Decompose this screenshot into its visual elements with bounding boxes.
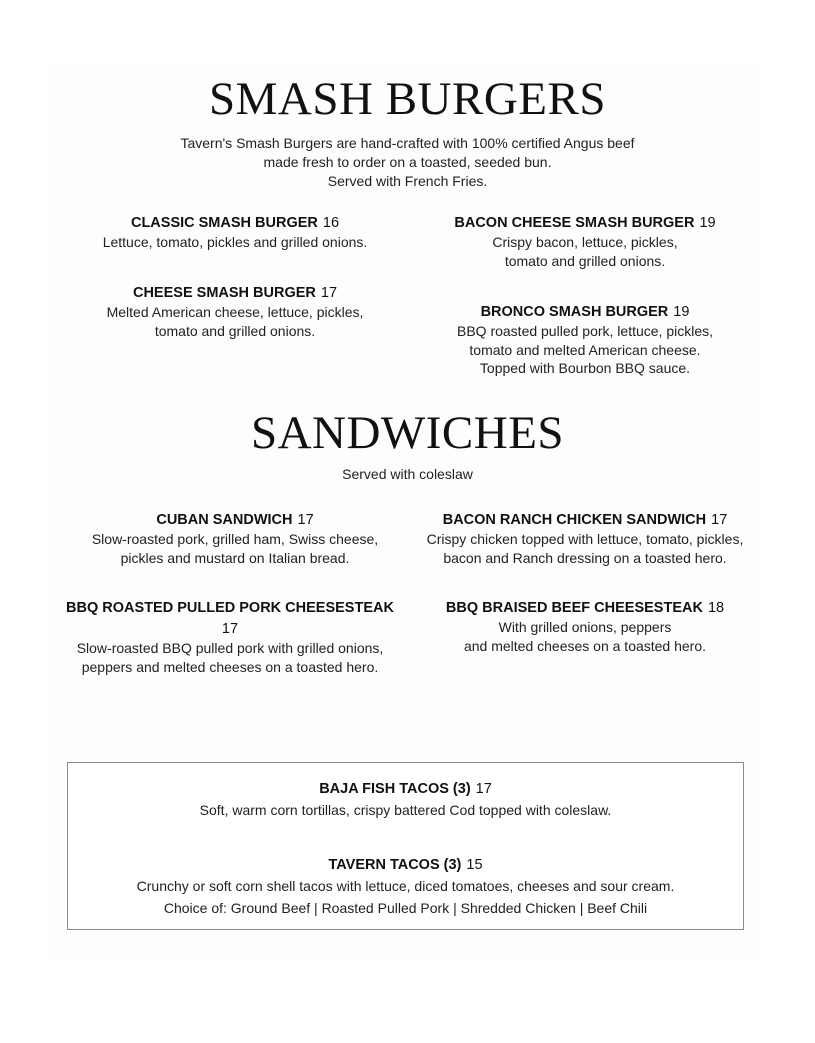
item-name: CLASSIC SMASH BURGER bbox=[130, 215, 318, 231]
item-description: tomato and grilled onions. bbox=[504, 252, 666, 269]
item-description: Soft, warm corn tortillas, crispy battered Cod topped with coleslaw. bbox=[199, 802, 612, 818]
menu-item-bronco-smash-burger bbox=[415, 301, 755, 378]
item-name: CHEESE SMASH BURGER bbox=[132, 285, 316, 301]
item-description: Lettuce, tomato, pickles and grilled onions. bbox=[102, 234, 368, 250]
item-description: Crunchy or soft corn shell tacos with lettuce, diced tomatoes, cheeses and sour cream. bbox=[136, 878, 675, 894]
item-name: BBQ ROASTED PULLED PORK CHEESESTEAK bbox=[66, 600, 394, 616]
item-description: pickles and mustard on Italian bread. bbox=[120, 549, 350, 566]
intro-line: made fresh to order on a toasted, seeded bun. bbox=[263, 154, 552, 170]
item-name: BBQ BRAISED BEEF CHEESESTEAK bbox=[445, 600, 703, 616]
section-heading-smash-burgers: SMASH BURGERS bbox=[209, 73, 606, 125]
intro-line: Tavern's Smash Burgers are hand-crafted with 100% certified Angus beef bbox=[180, 135, 635, 151]
menu-item-tavern-tacos bbox=[68, 853, 743, 919]
item-description: tomato and grilled onions. bbox=[154, 322, 316, 339]
menu-item-cheese-smash-burger bbox=[70, 282, 400, 340]
item-description: Slow-roasted pork, grilled ham, Swiss cheese, bbox=[91, 531, 379, 547]
item-name: BAJA FISH TACOS (3) bbox=[319, 781, 471, 797]
menu-item-bbq-pulled-pork-cheesesteak bbox=[62, 597, 398, 676]
item-description: Crispy bacon, lettuce, pickles, bbox=[492, 234, 678, 250]
item-name: BACON RANCH CHICKEN SANDWICH bbox=[442, 512, 707, 528]
item-description: bacon and Ranch dressing on a toasted hero. bbox=[443, 549, 727, 566]
item-name: BRONCO SMASH BURGER bbox=[480, 304, 669, 320]
menu-item-bacon-cheese-smash-burger bbox=[415, 212, 755, 270]
item-name: BACON CHEESE SMASH BURGER bbox=[454, 215, 695, 231]
item-description: With grilled onions, peppers bbox=[498, 619, 672, 635]
item-description: Melted American cheese, lettuce, pickles, bbox=[106, 304, 364, 320]
item-price: 16 bbox=[322, 215, 340, 231]
item-price: 17 bbox=[711, 512, 728, 528]
item-description: peppers and melted cheeses on a toasted hero. bbox=[81, 658, 379, 675]
item-description: tomato and melted American cheese. bbox=[469, 341, 701, 358]
item-description: Choice of: Ground Beef | Roasted Pulled Pork | Shredded Chicken | Beef Chili bbox=[163, 899, 648, 916]
item-description: Topped with Bourbon BBQ sauce. bbox=[479, 360, 691, 376]
menu-item-bacon-ranch-chicken-sandwich bbox=[415, 509, 755, 567]
item-name: TAVERN TACOS (3) bbox=[328, 857, 462, 873]
section-heading-sandwiches: SANDWICHES bbox=[250, 407, 565, 459]
item-price: 17 bbox=[320, 285, 338, 301]
menu-item-baja-fish-tacos bbox=[68, 777, 743, 822]
section-intro-sandwiches: Served with coleslaw bbox=[342, 466, 473, 482]
item-description: Slow-roasted BBQ pulled pork with grilled onions, bbox=[76, 640, 384, 656]
item-description: BBQ roasted pulled pork, lettuce, pickles, bbox=[456, 323, 714, 339]
item-price: 15 bbox=[466, 857, 483, 873]
item-price: 18 bbox=[707, 600, 725, 616]
item-price: 17 bbox=[297, 512, 314, 528]
intro-line: Served with French Fries. bbox=[327, 173, 488, 189]
section-intro-smash-burgers bbox=[0, 134, 815, 191]
item-price: 19 bbox=[699, 215, 716, 231]
item-price: 19 bbox=[673, 304, 690, 320]
item-description: Crispy chicken topped with lettuce, tomato, pickles, bbox=[426, 531, 744, 547]
item-price: 17 bbox=[475, 781, 492, 797]
tacos-box bbox=[67, 762, 744, 930]
menu-item-bbq-braised-beef-cheesesteak bbox=[415, 597, 755, 655]
menu-item-cuban-sandwich bbox=[70, 509, 400, 567]
item-name: CUBAN SANDWICH bbox=[156, 512, 293, 528]
item-price: 17 bbox=[221, 621, 239, 637]
item-description: and melted cheeses on a toasted hero. bbox=[463, 637, 707, 654]
menu-item-classic-smash-burger bbox=[70, 212, 400, 252]
